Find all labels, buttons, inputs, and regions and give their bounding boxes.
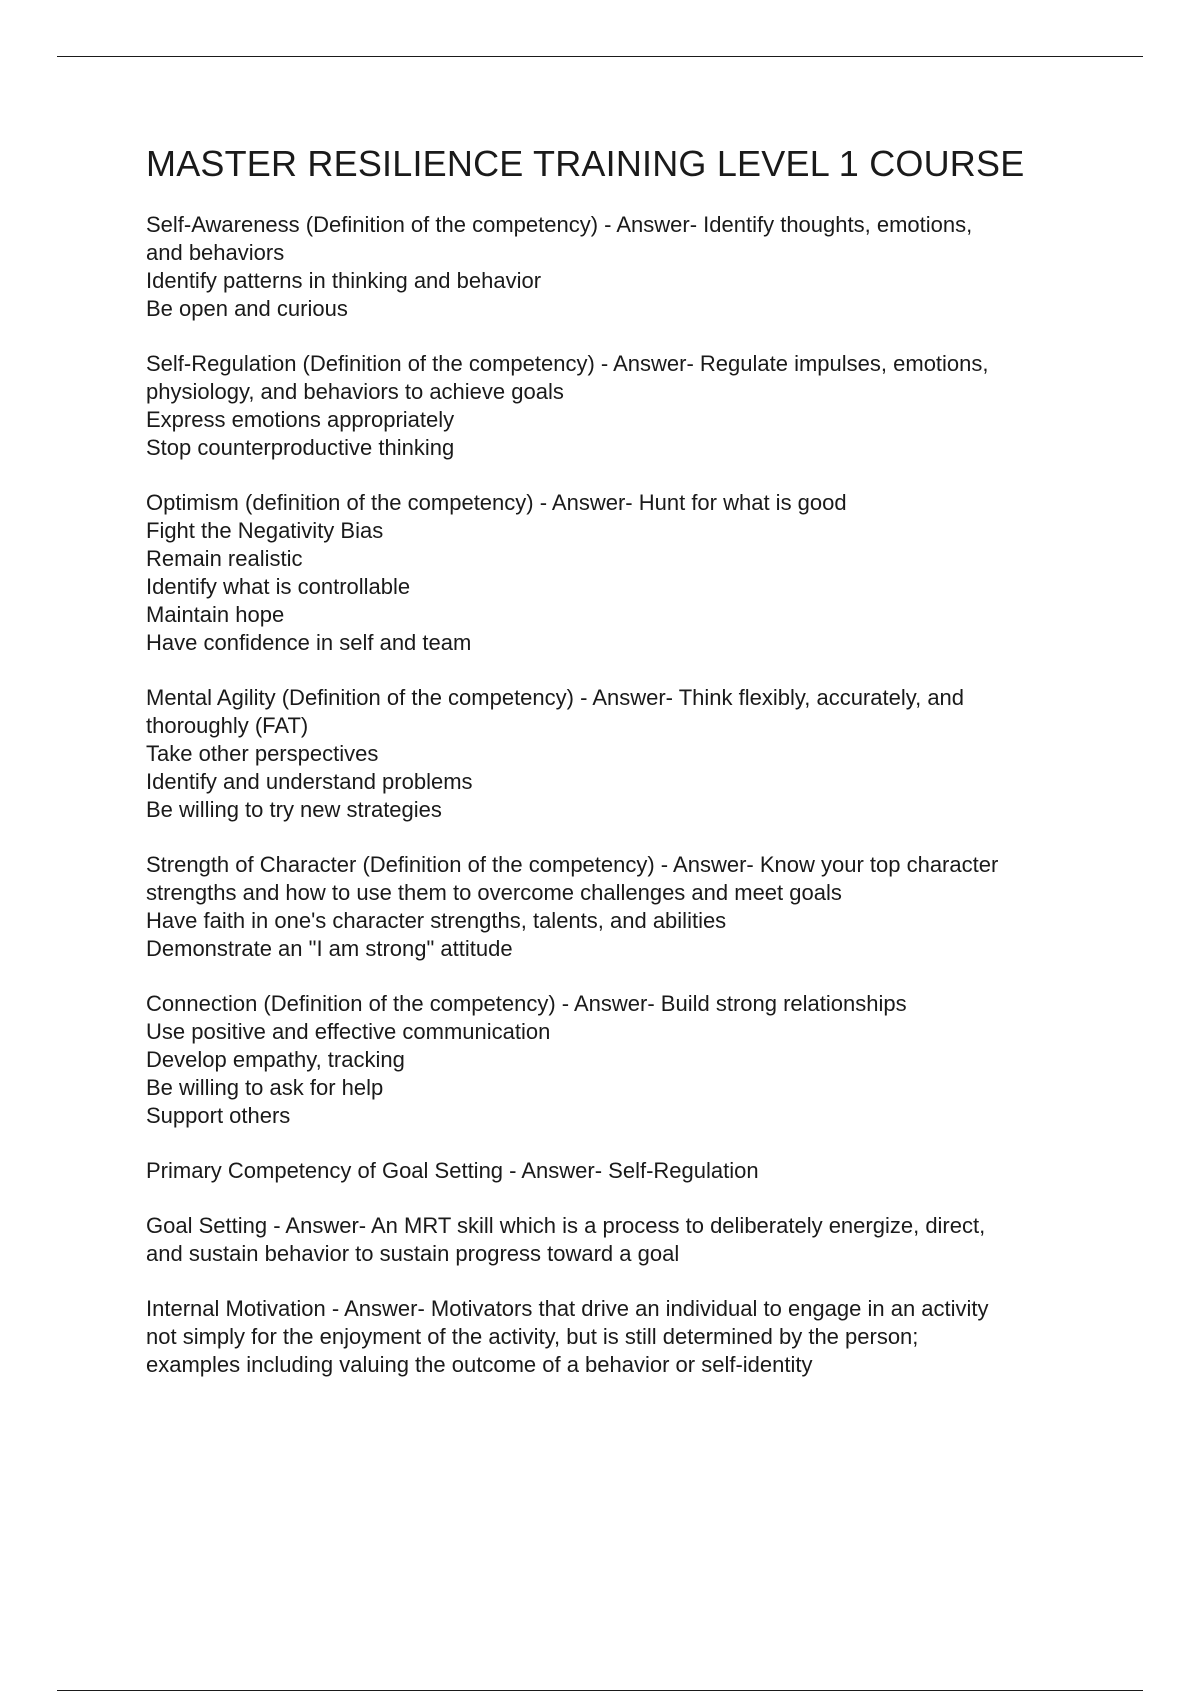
entry-line: examples including valuing the outcome of a behavior or self-identity xyxy=(146,1352,813,1377)
entry-line: Develop empathy, tracking xyxy=(146,1047,405,1072)
entry-line: Express emotions appropriately xyxy=(146,407,455,432)
entry-line: Mental Agility (Definition of the competency) - Answer- Think flexibly, accurately, and xyxy=(146,685,965,710)
entry-line: Internal Motivation - Answer- Motivators that drive an individual to engage in an activity xyxy=(146,1296,989,1321)
entry-line: Goal Setting - Answer- An MRT skill which is a process to deliberately energize, direct, xyxy=(146,1213,986,1238)
entry-line: Identify patterns in thinking and behavior xyxy=(146,268,542,293)
document-title: MASTER RESILIENCE TRAINING LEVEL 1 COURSE xyxy=(146,143,1025,184)
entry-line: Primary Competency of Goal Setting - Answer- Self-Regulation xyxy=(146,1158,759,1183)
flashcard-entry xyxy=(146,990,1106,1130)
entry-line: Stop counterproductive thinking xyxy=(146,435,455,460)
flashcard-entry xyxy=(146,1295,1106,1379)
entry-line: and behaviors xyxy=(146,240,285,265)
entry-line: Take other perspectives xyxy=(146,741,379,766)
flashcard-entry xyxy=(146,489,1106,657)
entry-line: Be willing to ask for help xyxy=(146,1075,384,1100)
entry-line: Be open and curious xyxy=(146,296,348,321)
entry-line: and sustain behavior to sustain progress toward a goal xyxy=(146,1241,680,1266)
document-body xyxy=(146,142,1106,1406)
flashcard-entry xyxy=(146,211,1106,323)
entry-line: thoroughly (FAT) xyxy=(146,713,309,738)
entry-line: Demonstrate an "I am strong" attitude xyxy=(146,936,513,961)
entry-line: Use positive and effective communication xyxy=(146,1019,551,1044)
flashcard-entry xyxy=(146,684,1106,824)
entry-line: Have confidence in self and team xyxy=(146,630,472,655)
entry-line: Be willing to try new strategies xyxy=(146,797,442,822)
entry-line: Optimism (definition of the competency) - Answer- Hunt for what is good xyxy=(146,490,847,515)
entry-line: Self-Regulation (Definition of the competency) - Answer- Regulate impulses, emotions, xyxy=(146,351,989,376)
entry-line: Maintain hope xyxy=(146,602,285,627)
bottom-divider xyxy=(57,1690,1143,1691)
entry-line: Have faith in one's character strengths, talents, and abilities xyxy=(146,908,727,933)
entry-line: Remain realistic xyxy=(146,546,303,571)
entry-line: Fight the Negativity Bias xyxy=(146,518,384,543)
entry-line: Support others xyxy=(146,1103,291,1128)
entry-line: Self-Awareness (Definition of the competency) - Answer- Identify thoughts, emotions, xyxy=(146,212,973,237)
flashcard-entry xyxy=(146,350,1106,462)
entry-line: Strength of Character (Definition of the competency) - Answer- Know your top character xyxy=(146,852,999,877)
entry-line: Identify what is controllable xyxy=(146,574,411,599)
flashcard-entry xyxy=(146,1157,1106,1185)
top-divider xyxy=(57,56,1143,57)
entry-line: not simply for the enjoyment of the activity, but is still determined by the person; xyxy=(146,1324,919,1349)
flashcard-entry xyxy=(146,1212,1106,1268)
flashcard-list xyxy=(146,211,1106,1379)
entry-line: physiology, and behaviors to achieve goals xyxy=(146,379,564,404)
entry-line: strengths and how to use them to overcome challenges and meet goals xyxy=(146,880,842,905)
flashcard-entry xyxy=(146,851,1106,963)
entry-line: Connection (Definition of the competency) - Answer- Build strong relationships xyxy=(146,991,907,1016)
entry-line: Identify and understand problems xyxy=(146,769,473,794)
